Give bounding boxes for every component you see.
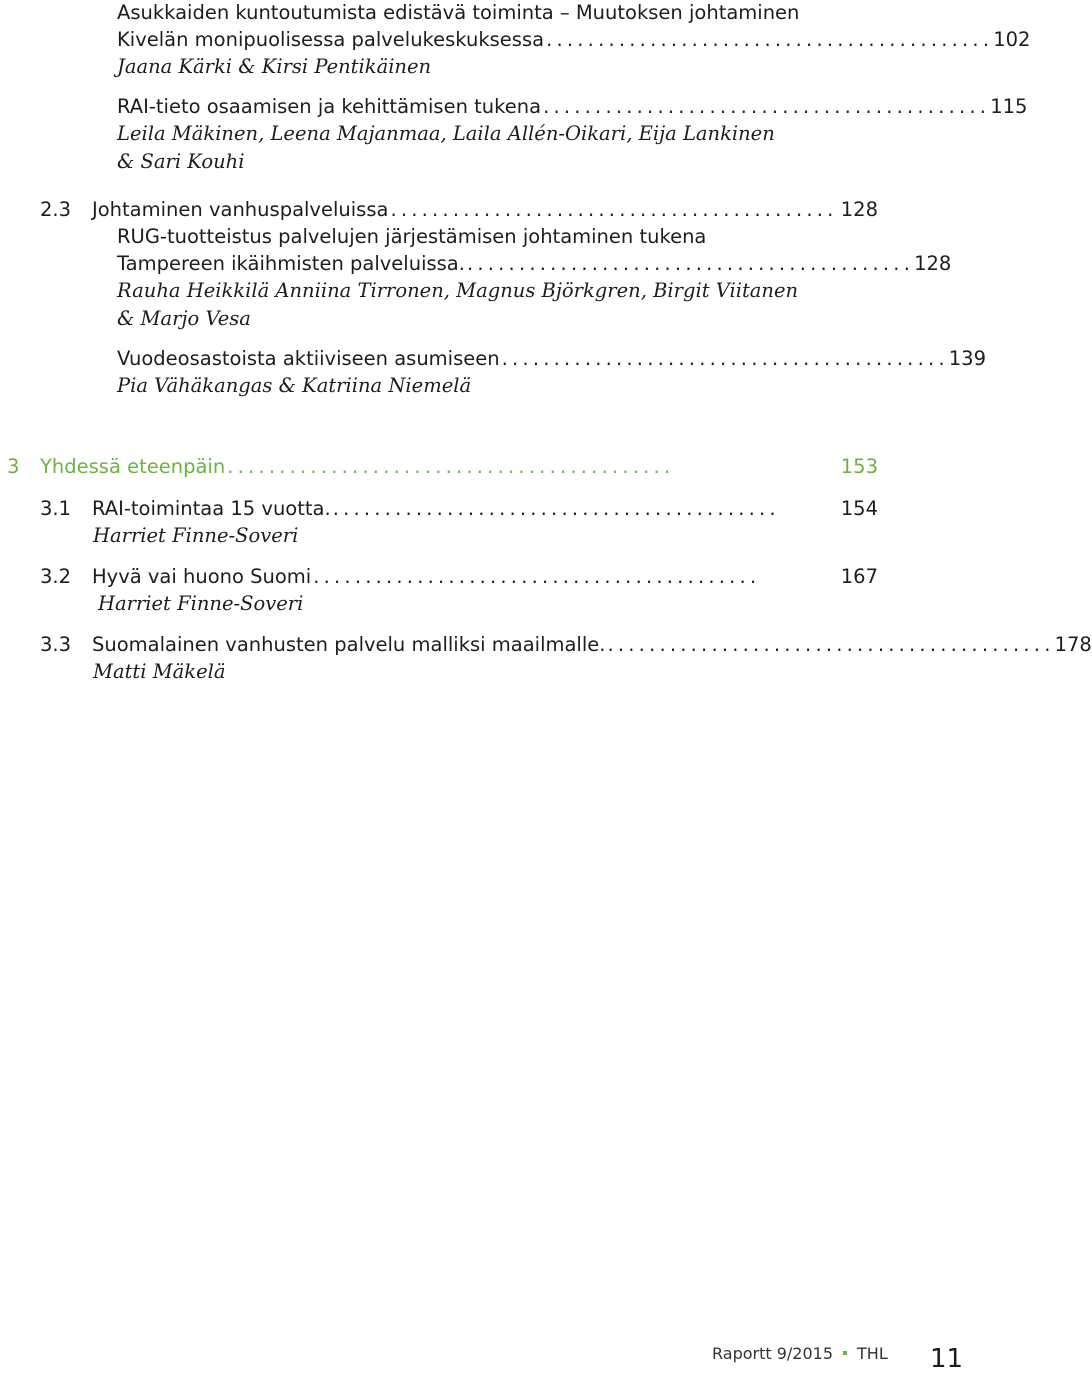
footer-report-label: Raportt 9/2015 xyxy=(712,1344,834,1363)
toc-entry-title: Vuodeosastoista aktiiviseen asumiseen xyxy=(117,347,500,370)
toc-section-2-3[interactable] xyxy=(0,198,878,222)
section-number: 3.1 xyxy=(40,497,72,520)
toc-leader-dots: ........................................... xyxy=(607,633,1055,656)
section-number: 2.3 xyxy=(40,198,72,221)
toc-entry-author: Harriet Finne-Soveri xyxy=(98,592,304,615)
toc-section-3-2[interactable] xyxy=(0,565,878,589)
toc-section-3-1[interactable] xyxy=(0,497,878,521)
toc-page-number: 153 xyxy=(840,455,878,478)
toc-leader-dots: ........................................... xyxy=(546,28,994,51)
toc-entry-author: Matti Mäkelä xyxy=(93,660,226,683)
toc-page-number: 128 xyxy=(840,198,878,221)
toc-entry[interactable] xyxy=(0,28,1031,52)
toc-page-number: 102 xyxy=(993,28,1031,51)
page-number: 11 xyxy=(930,1344,964,1374)
toc-entry[interactable] xyxy=(0,252,952,276)
chapter-title: Yhdessä eteenpäin xyxy=(40,455,226,478)
footer-publisher: THL xyxy=(857,1344,888,1363)
toc-leader-dots: ........................................... xyxy=(501,347,949,370)
toc-page-number: 178 xyxy=(1054,633,1092,656)
toc-entry-author: Harriet Finne-Soveri xyxy=(93,524,299,547)
toc-page-number: 139 xyxy=(948,347,986,370)
toc-entry[interactable] xyxy=(0,347,986,371)
chapter-number: 3 xyxy=(7,455,20,478)
toc-page-number: 115 xyxy=(990,95,1028,118)
toc-leader-dots: ........................................... xyxy=(390,198,838,221)
toc-leader-dots: ........................................... xyxy=(466,252,915,275)
toc-entry-title: RUG-tuotteistus palvelujen järjestämisen johtaminen tukena xyxy=(117,225,707,248)
toc-entry-title: RAI-tieto osaamisen ja kehittämisen tukena xyxy=(117,95,542,118)
toc-chapter-3[interactable] xyxy=(0,455,878,479)
toc-leader-dots: ........................................... xyxy=(332,497,780,520)
section-number: 3.2 xyxy=(40,565,72,588)
section-title: Johtaminen vanhuspalveluissa xyxy=(92,198,389,221)
page-footer xyxy=(712,1344,888,1376)
toc-entry-title: Asukkaiden kuntoutumista edistävä toiminta – Muutoksen johtaminen xyxy=(117,1,800,24)
section-title: Hyvä vai huono Suomi xyxy=(92,565,312,588)
toc-entry[interactable] xyxy=(0,95,1028,119)
toc-page-number: 167 xyxy=(840,565,878,588)
toc-leader-dots: ........................................... xyxy=(313,565,761,588)
toc-entry-title: Kivelän monipuolisessa palvelukeskuksessa xyxy=(117,28,545,51)
toc-page-number: 128 xyxy=(914,252,952,275)
section-title: RAI-toimintaa 15 vuotta. xyxy=(92,497,331,520)
footer-separator-dot xyxy=(843,1351,847,1355)
section-title: Suomalainen vanhusten palvelu malliksi maailmalle. xyxy=(92,633,606,656)
toc-entry-author: Jaana Kärki & Kirsi Pentikäinen xyxy=(117,55,432,78)
toc-section-3-3[interactable] xyxy=(0,633,1092,657)
section-number: 3.3 xyxy=(40,633,72,656)
toc-leader-dots: ........................................... xyxy=(543,95,991,118)
toc-entry-author: Rauha Heikkilä Anniina Tirronen, Magnus Björkgren, Birgit Viitanen xyxy=(117,279,799,302)
toc-leader-dots: ........................................... xyxy=(227,455,675,478)
toc-entry-author: & Marjo Vesa xyxy=(117,307,251,330)
toc-entry-author: Pia Vähäkangas & Katriina Niemelä xyxy=(117,374,472,397)
toc-entry-author: Leila Mäkinen, Leena Majanmaa, Laila Allén-Oikari, Eija Lankinen xyxy=(117,122,775,145)
toc-entry-title: Tampereen ikäihmisten palveluissa. xyxy=(117,252,465,275)
toc-entry-author: & Sari Kouhi xyxy=(117,150,245,173)
toc-page-number: 154 xyxy=(840,497,878,520)
